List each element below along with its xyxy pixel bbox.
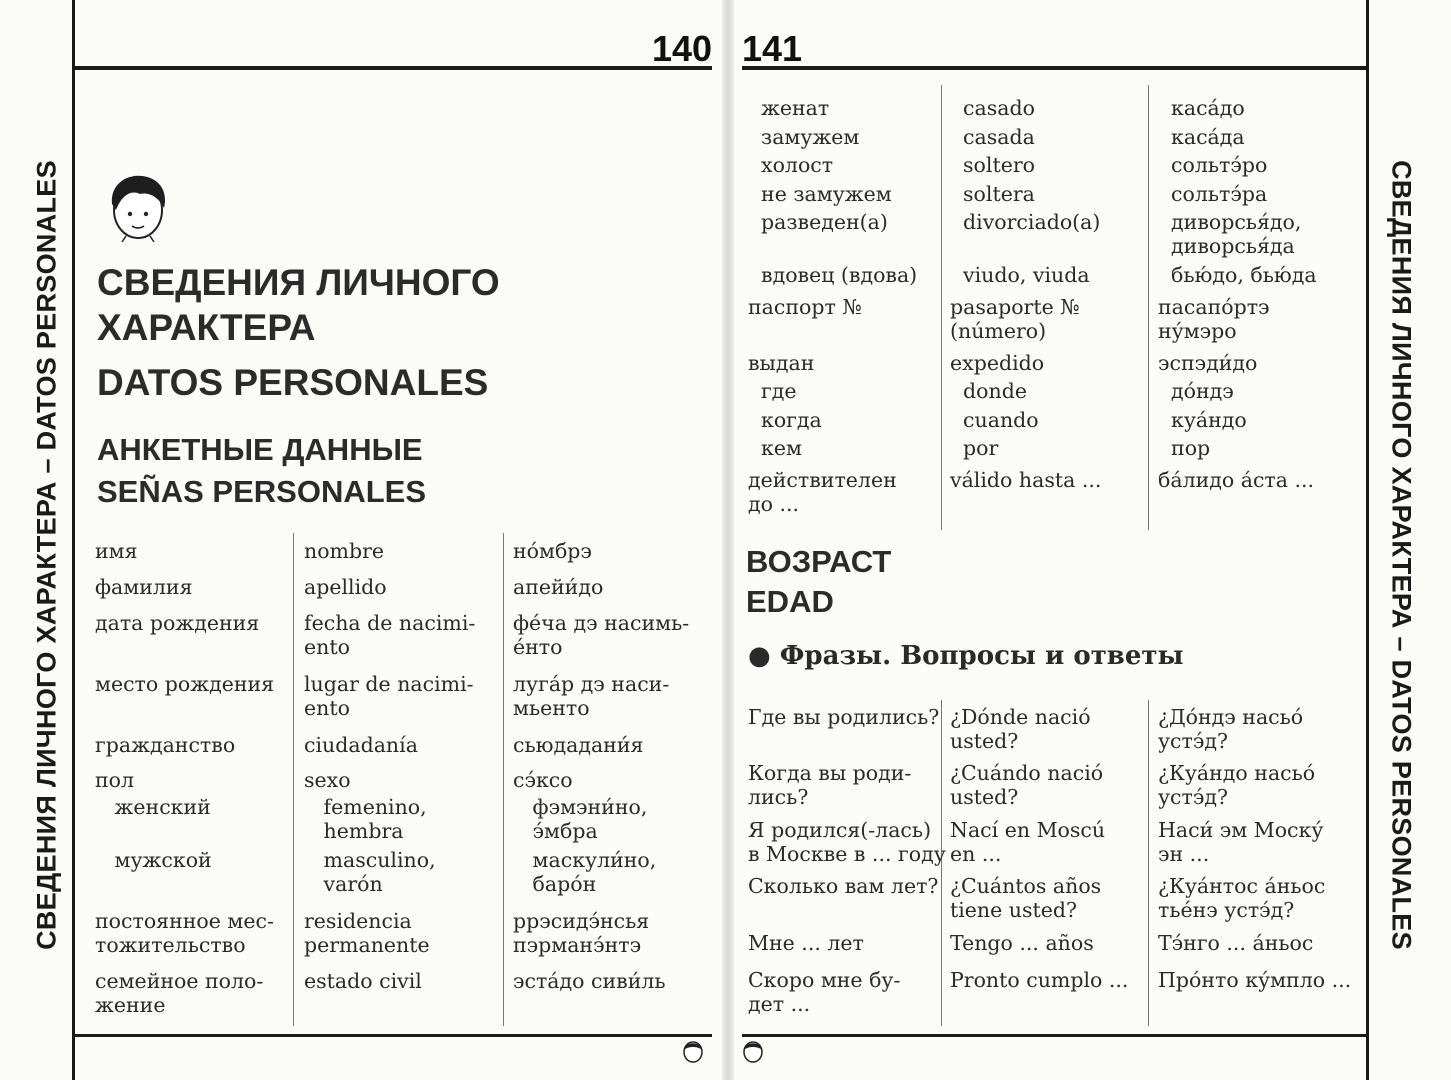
left-row-ru: женский: [95, 795, 211, 819]
left-row-es: sexo: [304, 768, 351, 792]
title-es: DATOS PERSONALES: [97, 362, 489, 403]
left-row-ru: место рождения: [95, 672, 275, 696]
phrase-row-ru: Мне ... лет: [748, 931, 864, 955]
left-row-es: nombre: [304, 539, 385, 563]
left-row-tr: эста́до сиви́ль: [513, 969, 666, 993]
right-row-ru: разведен(а): [748, 210, 888, 234]
title-ru-line1: СВЕДЕНИЯ ЛИЧНОГО: [97, 262, 500, 303]
right-row-ru: не замужем: [748, 182, 892, 206]
phrase-row-tr: Наси́ эм Моску́ эн ...: [1158, 818, 1324, 866]
left-row-tr: маскули́но, баро́н: [532, 848, 657, 896]
right-top-rule: [742, 66, 1369, 70]
left-row-ru: гражданство: [95, 733, 236, 757]
right-row-es: casada: [950, 125, 1035, 149]
phrases-heading: Фразы. Вопросы и ответы: [779, 641, 1184, 671]
right-row-tr: каса́до: [1158, 96, 1245, 120]
section-es: EDAD: [746, 584, 834, 619]
left-row-tr: сьюдадани́я: [513, 733, 644, 757]
phrase-row-es: Tengo ... años: [950, 931, 1094, 955]
left-row-tr: но́мбрэ: [513, 539, 592, 563]
right-row-ru: кем: [748, 436, 802, 460]
phrase-row-es: Pronto cumplo ...: [950, 968, 1129, 992]
left-row-ru: фамилия: [95, 575, 193, 599]
right-row-tr: пор: [1158, 436, 1211, 460]
right-row-es: viudo, viuda: [950, 263, 1090, 287]
right-row-tr: каса́да: [1158, 125, 1245, 149]
right-row-tr: до́ндэ: [1158, 379, 1234, 403]
left-side-title: СВЕДЕНИЯ ЛИЧНОГО ХАРАКТЕРА – DATOS PERSONALES: [31, 160, 62, 950]
phrase-row-es: ¿Cuándo nació usted?: [950, 761, 1104, 809]
right-row-es: expedido: [950, 351, 1045, 375]
right-row-ru: замужем: [748, 125, 860, 149]
phrase-row-es: ¿Cuántos años tiene usted?: [950, 874, 1102, 922]
bullet-icon: ●: [748, 641, 771, 671]
phrases-heading-block: [748, 641, 1184, 671]
right-row-es: soltero: [950, 153, 1035, 177]
left-row-tr: ррэсидэ́нсья пэрманэ́нтэ: [513, 909, 650, 957]
left-row-tr: фэмэни́но, э́мбра: [532, 795, 648, 843]
left-bottom-rule: [72, 1034, 712, 1037]
right-row-es: divorciado(a): [950, 210, 1101, 234]
left-row-es: ciudadanía: [304, 733, 418, 757]
face-icon: [742, 1038, 764, 1064]
right-row-ru: выдан: [748, 351, 815, 375]
right-row-es: soltera: [950, 182, 1035, 206]
right-row-ru: действителен до ...: [748, 468, 897, 516]
left-row-es: estado civil: [304, 969, 422, 993]
right-row-es: donde: [950, 379, 1027, 403]
section-ru: ВОЗРАСТ: [746, 544, 892, 579]
right-row-tr: ба́лидо а́ста ...: [1158, 468, 1315, 492]
right-row-tr: куа́ндо: [1158, 408, 1247, 432]
left-row-tr: луга́р дэ наси- мьенто: [513, 672, 670, 720]
left-table-separator-1: [293, 533, 294, 1026]
left-table-separator-2: [503, 533, 504, 1026]
left-row-ru: дата рождения: [95, 611, 260, 635]
phrase-row-tr: Про́нто ку́мпло ...: [1158, 968, 1352, 992]
right-row-es: casado: [950, 96, 1035, 120]
phrase-row-ru: Скоро мне бу- дет ...: [748, 968, 901, 1016]
right-row-tr: эспэди́до: [1158, 351, 1258, 375]
right-row-ru: паспорт №: [748, 295, 862, 319]
right-page-number: 141: [742, 28, 803, 69]
right-outer-border: [1366, 0, 1369, 1080]
left-row-es: fecha de nacimi- ento: [304, 611, 476, 659]
left-row-ru: мужской: [95, 848, 212, 872]
right-row-ru: женат: [748, 96, 830, 120]
phrase-row-tr: Тэ́нго ... а́ньос: [1158, 931, 1314, 955]
right-phrases-separator-2: [1148, 700, 1149, 1026]
right-row-ru: холост: [748, 153, 834, 177]
right-row-tr: сольтэ́ро: [1158, 153, 1268, 177]
subtitle-ru: АНКЕТНЫЕ ДАННЫЕ: [97, 432, 423, 467]
phrase-row-ru: Где вы родились?: [748, 705, 940, 729]
phrase-row-ru: Я родился(-лась) в Москве в ... году: [748, 818, 946, 866]
left-row-ru: семейное поло- жение: [95, 969, 264, 1017]
right-row-es: por: [950, 436, 999, 460]
left-row-tr: фе́ча дэ насимь- е́нто: [513, 611, 690, 659]
left-row-ru: пол: [95, 768, 135, 792]
right-row-es: válido hasta ...: [950, 468, 1102, 492]
left-top-rule: [72, 66, 712, 70]
boy-face-icon: [102, 170, 174, 242]
right-row-ru: где: [748, 379, 797, 403]
right-row-es: cuando: [950, 408, 1039, 432]
left-row-tr: апейи́до: [513, 575, 604, 599]
left-row-tr: сэ́ксо: [513, 768, 573, 792]
title-ru-line2: ХАРАКТЕРА: [97, 307, 316, 348]
phrase-row-tr: ¿До́ндэ насьо́ устэ́д?: [1158, 705, 1304, 753]
left-row-ru: постоянное мес- тожительство: [95, 909, 274, 957]
right-row-tr: бью́до, бью́да: [1158, 263, 1317, 287]
left-row-es: masculino, varón: [323, 848, 436, 896]
right-row-tr: сольтэ́ра: [1158, 182, 1268, 206]
phrase-row-ru: Сколько вам лет?: [748, 874, 939, 898]
left-row-es: apellido: [304, 575, 387, 599]
phrase-row-tr: ¿Куа́ндо насьо́ устэ́д?: [1158, 761, 1316, 809]
right-side-title: СВЕДЕНИЯ ЛИЧНОГО ХАРАКТЕРА – DATOS PERSONALES: [1386, 160, 1417, 950]
right-row-ru: вдовец (вдова): [748, 263, 918, 287]
right-row-es: pasaporte № (número): [950, 295, 1080, 343]
right-row-tr: диворсья́до, диворсья́да: [1171, 210, 1302, 258]
face-icon: [682, 1038, 704, 1064]
phrase-row-ru: Когда вы роди- лись?: [748, 761, 912, 809]
left-page-number: 140: [652, 28, 713, 69]
subtitle-es: SEÑAS PERSONALES: [97, 474, 427, 509]
right-table-separator-1: [941, 85, 942, 530]
phrase-row-es: ¿Dónde nació usted?: [950, 705, 1091, 753]
left-row-es: femenino, hembra: [323, 795, 427, 843]
left-row-es: lugar de nacimi- ento: [304, 672, 474, 720]
left-outer-border: [72, 0, 75, 1080]
phrase-row-tr: ¿Куа́нтос а́ньос тьéнэ устэ́д?: [1158, 874, 1326, 922]
left-row-es: residencia permanente: [304, 909, 430, 957]
phrase-row-es: Nací en Moscú en ...: [950, 818, 1106, 866]
right-row-tr: пасапо́ртэ ну́мэро: [1158, 295, 1270, 343]
right-bottom-rule: [742, 1034, 1369, 1037]
book-gutter: [722, 0, 734, 1080]
left-row-ru: имя: [95, 539, 138, 563]
right-table-separator-2: [1148, 85, 1149, 530]
right-row-ru: когда: [748, 408, 822, 432]
